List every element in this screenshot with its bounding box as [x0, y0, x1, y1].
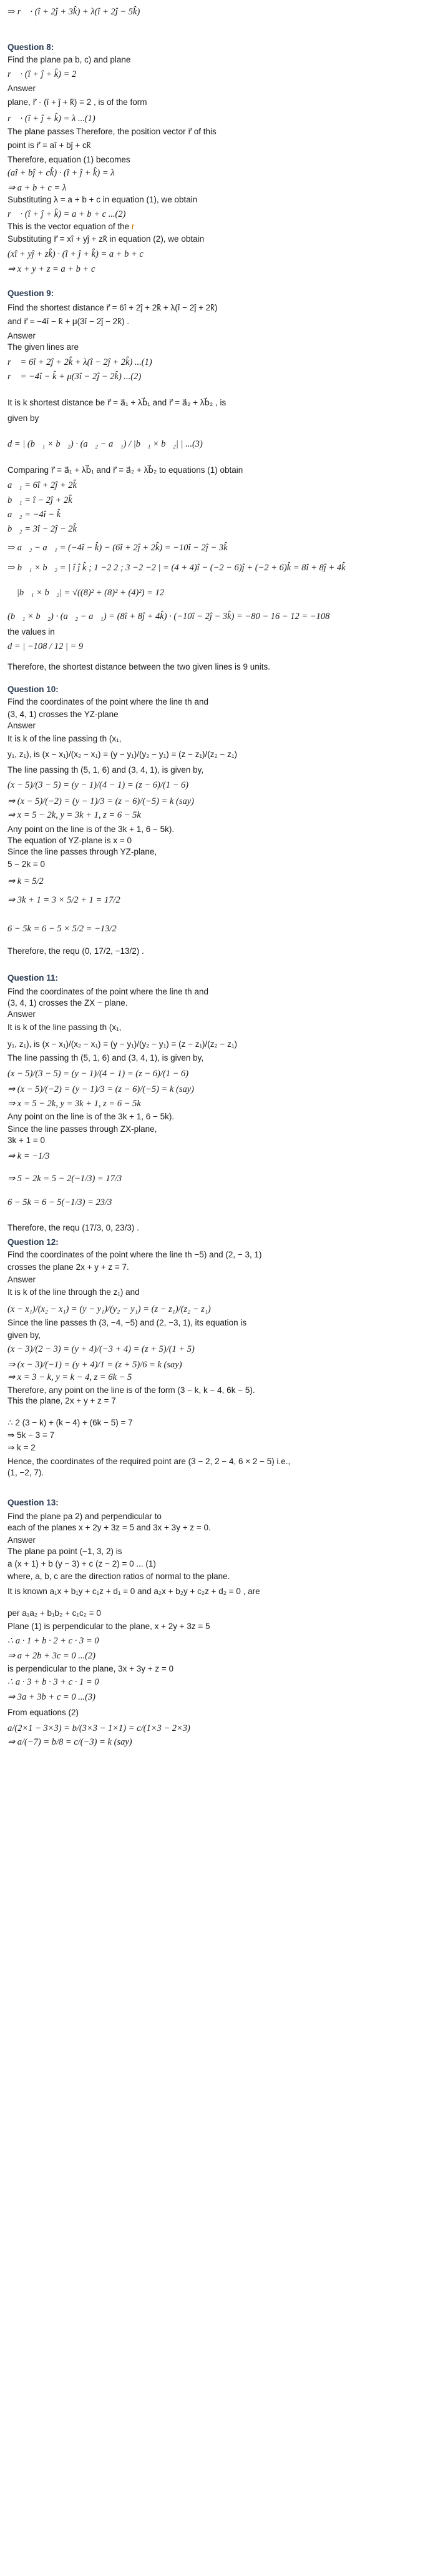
line-text: Answer — [7, 331, 36, 340]
line-text: ⇒ k = 2 — [7, 1443, 36, 1452]
line-text: where, a, b, c are the direction ratios of normal to the plane. — [7, 1572, 230, 1581]
line-text: ⇒ a/(−7) = b/8 = c/(−3) = k (say) — [7, 1737, 132, 1747]
line-text: Answer — [7, 1009, 36, 1019]
line-text: Find the coordinates of the point where the line th and — [7, 697, 208, 706]
math-line — [0, 1151, 448, 1162]
text-line — [0, 1535, 448, 1546]
text-line — [0, 1250, 448, 1261]
text-line — [0, 987, 448, 998]
line-text: (aî + bĵ + ck̂) · (î + ĵ + k̂) = λ — [7, 168, 115, 178]
line-text: It is k of the line passing th (x₁, — [7, 1023, 122, 1032]
math-line — [0, 1677, 448, 1688]
math-line — [0, 209, 448, 220]
line-text: r⃗ · (î + ĵ + k̂) = λ ...(1) — [7, 114, 95, 124]
line-text: Question 9: — [7, 289, 54, 298]
line-text: ⇒ a + 2b + 3c = 0 ...(2) — [7, 1651, 95, 1661]
math-line — [0, 796, 448, 807]
line-text: Find the coordinates of the point where the line th and — [7, 987, 208, 996]
question-heading — [0, 973, 448, 984]
line-text: Therefore, any point on the line is of the form (3 − k, k − 4, 6k − 5). — [7, 1385, 255, 1395]
line-text: Therefore, the requ (17/3, 0, 23/3) . — [7, 1223, 139, 1232]
text-line — [0, 342, 448, 353]
line-text: a (x + 1) + b (y − 3) + c (z − 2) = 0 ... (1) — [7, 1559, 156, 1568]
line-text: ⇒ x = 5 − 2k, y = 3k + 1, z = 6 − 5k — [7, 1099, 141, 1109]
text-line — [0, 141, 448, 151]
line-text: Find the plane pa 2) and perpendicular to — [7, 1512, 162, 1521]
math-line — [0, 480, 448, 491]
math-line — [0, 1344, 448, 1355]
text-line — [0, 331, 448, 342]
line-text: ⇒ x + y + z = a + b + c — [7, 264, 95, 274]
line-text: The equation of YZ-plane is x = 0 — [7, 836, 132, 845]
line-text: The plane passes Therefore, the position vector r⃗ of this — [7, 127, 217, 136]
question-heading — [0, 289, 448, 299]
line-text: (x − 3)/(2 − 3) = (y + 4)/(−3 + 4) = (z + 5)/(1 + 5) — [7, 1344, 195, 1354]
line-text: ⇒ 3k + 1 = 3 × 5/2 + 1 = 17/2 — [7, 895, 120, 905]
line-text: Any point on the line is of the 3k + 1, 6 − 5k). — [7, 825, 175, 834]
line-text: ⇒ x = 3 − k, y = k − 4, z = 6k − 5 — [7, 1372, 132, 1382]
math-line — [0, 438, 448, 450]
line-text: It is known a₁x + b₁y + c₁z + d₁ = 0 and a₂x + b₂y + c₂z + d₂ = 0 , are — [7, 1587, 260, 1596]
line-text: 3k + 1 = 0 — [7, 1136, 46, 1145]
text-line — [0, 946, 448, 957]
text-line — [0, 1430, 448, 1441]
line-text: This the plane, 2x + y + z = 7 — [7, 1396, 116, 1405]
line-text: Answer — [7, 1535, 36, 1545]
line-text: a⃗₁ = 6î + 2ĵ + 2k̂ — [7, 480, 77, 490]
line-text: Question 8: — [7, 42, 54, 52]
line-text: Question 12: — [7, 1237, 59, 1247]
text-line — [0, 1039, 448, 1050]
math-line — [0, 249, 448, 260]
text-line — [0, 836, 448, 846]
text-line — [0, 1287, 448, 1298]
text-line — [0, 1262, 448, 1273]
math-line — [0, 611, 448, 622]
line-text: given by, — [7, 1330, 41, 1340]
line-text: per a₁a₂ + b₁b₂ + c₁c₂ = 0 — [7, 1608, 101, 1618]
text-line — [0, 1547, 448, 1557]
text-line — [0, 1396, 448, 1407]
text-line — [0, 662, 448, 673]
line-text: (xî + yĵ + zk̂) · (î + ĵ + k̂) = a + b + c — [7, 249, 144, 259]
line-text: Comparing r⃗ = a⃗₁ + λb⃗₁ and r⃗ = a⃗₂ + λb⃗₂ to equations (1) obtain — [7, 465, 243, 475]
math-line — [0, 1650, 448, 1662]
text-line — [0, 1318, 448, 1329]
line-text: ⇒ a + b + c = λ — [7, 183, 67, 193]
line-text: It is k of the line through the z₁) and — [7, 1287, 140, 1297]
text-line — [0, 465, 448, 476]
line-text: Question 10: — [7, 685, 59, 694]
text-line — [0, 1053, 448, 1064]
text-line — [0, 414, 448, 424]
text-line — [0, 859, 448, 870]
line-text: ⇒ 5 − 2k = 5 − 2(−1/3) = 17/3 — [7, 1174, 122, 1184]
line-text: the values in — [7, 627, 55, 637]
text-line — [0, 234, 448, 245]
line-text: Question 11: — [7, 973, 59, 983]
text-line — [0, 195, 448, 206]
math-line — [0, 1173, 448, 1184]
line-text: y₁, z₁), is (x − x₁)/(x₂ − x₁) = (y − y₁)/(y₂ − y₁) = (z − z₁)/(z₂ − z₁) — [7, 1039, 237, 1049]
text-line — [0, 1608, 448, 1619]
line-text: given by — [7, 414, 39, 423]
line-text: r⃗ · (î + ĵ + k̂) = a + b + c ...(2) — [7, 209, 126, 219]
text-line — [0, 1708, 448, 1718]
math-line — [0, 1304, 448, 1315]
line-text: Answer — [7, 84, 36, 93]
line-text: This is the vector equation of the — [7, 222, 132, 231]
math-line — [0, 1068, 448, 1079]
line-text: ⇒ (x − 5)/(−2) = (y − 1)/3 = (z − 6)/(−5) = k (say) — [7, 796, 194, 806]
line-text: ∴ |b⃗₁ × b⃗₂| = √((8)² + (8)² + (4)²) = 12 — [7, 588, 165, 598]
text-line — [0, 1223, 448, 1234]
line-text: each of the planes x + 2y + 3z = 5 and 3x + 3y + z = 0. — [7, 1523, 211, 1532]
line-text: ⇒ (x − 5)/(−2) = (y − 1)/3 = (z − 6)/(−5) = k (say) — [7, 1084, 194, 1094]
line-text: (1, −2, 7). — [7, 1468, 44, 1477]
line-text: ∴ a · 3 + b · 3 + c · 1 = 0 — [7, 1677, 99, 1687]
math-line — [0, 1635, 448, 1647]
line-text: r⃗ · (î + ĵ + k̂) = 2 — [7, 69, 77, 79]
line-text: 5 − 2k = 0 — [7, 859, 46, 869]
line-text: (x − x₁)/(x₂ − x₁) = (y − y₁)/(y₂ − y₁) = (z − z₁)/(z₂ − z₁) — [7, 1304, 211, 1314]
line-text: Any point on the line is of the 3k + 1, 6 − 5k). — [7, 1112, 175, 1121]
math-line — [0, 542, 448, 553]
math-line — [0, 923, 448, 934]
text-line — [0, 627, 448, 638]
text-line — [0, 1457, 448, 1467]
text-line — [0, 750, 448, 760]
text-line — [0, 1136, 448, 1146]
line-text: ⇒ a⃗₂ − a⃗₁ = (−4î − k̂) − (6î + 2ĵ + 2k̂) = −10î − 2ĵ − 3k̂ — [7, 543, 228, 553]
line-text: r⃗ = −4î − k̂ + μ(3î − 2ĵ − 2k̂) ...(2) — [7, 372, 142, 382]
line-text: ⇒ k = −1/3 — [7, 1151, 50, 1161]
math-line — [0, 1197, 448, 1208]
text-line — [0, 1443, 448, 1454]
text-line — [0, 1664, 448, 1675]
line-text: Therefore, the requ (0, 17/2, −13/2) . — [7, 946, 144, 956]
highlight-fragment: r — [131, 222, 135, 231]
text-line — [0, 1009, 448, 1020]
line-text: Hence, the coordinates of the required point are (3 − 2, 2 − 4, 6 × 2 − 5) i.e., — [7, 1457, 291, 1466]
line-text: ⇒ k = 5/2 — [7, 876, 44, 886]
text-line — [0, 127, 448, 137]
line-text: y₁, z₁), is (x − x₁)/(x₂ − x₁) = (y − y₁)/(y₂ − y₁) = (z − z₁)/(z₂ − z₁) — [7, 750, 237, 759]
line-text: (3, 4, 1) crosses the YZ-plane — [7, 710, 119, 719]
text-line — [0, 1124, 448, 1135]
text-line — [0, 84, 448, 94]
line-text: and r⃗ = −4î − k̂ + μ(3î − 2ĵ − 2k̂) . — [7, 317, 129, 326]
math-line — [0, 876, 448, 887]
text-line — [0, 1023, 448, 1033]
text-line — [0, 55, 448, 66]
text-line — [0, 998, 448, 1009]
line-text: (3, 4, 1) crosses the ZX − plane. — [7, 998, 128, 1008]
math-line — [0, 167, 448, 179]
line-text: Therefore, the shortest distance between the two given lines is 9 units. — [7, 662, 270, 671]
text-line — [0, 1559, 448, 1570]
math-line — [0, 495, 448, 506]
line-text: The given lines are — [7, 342, 79, 352]
math-line — [0, 509, 448, 520]
math-line — [0, 587, 448, 598]
math-line — [0, 113, 448, 124]
line-text: (x − 5)/(3 − 5) = (y − 1)/(4 − 1) = (z − 6)/(1 − 6) — [7, 780, 189, 790]
question-heading — [0, 685, 448, 695]
line-text: ∴ 2 (3 − k) + (k − 4) + (6k − 5) = 7 — [7, 1418, 133, 1427]
text-line — [0, 847, 448, 858]
line-text: b⃗₂ = 3î − 2ĵ − 2k̂ — [7, 524, 77, 534]
math-line — [0, 1372, 448, 1383]
math-line — [0, 641, 448, 652]
text-line — [0, 1587, 448, 1597]
line-text: crosses the plane 2x + y + z = 7. — [7, 1262, 129, 1272]
line-text: ⇒ b⃗₁ × b⃗₂ = | î ĵ k̂ ; 1 −2 2 ; 3 −2 −2 | = (4 + 4)î − (−2 − 6)ĵ + (−2 + 6)k̂ = 8î + 8ĵ + 4k̂ — [7, 563, 346, 573]
line-text: Answer — [7, 1275, 36, 1284]
line-text: 6 − 5k = 6 − 5 × 5/2 = −13/2 — [7, 924, 117, 934]
line-text: The plane pa point (−1, 3, 2) is — [7, 1547, 122, 1556]
line-text: Substituting r⃗ = xî + yĵ + zk̂ in equation (2), we obtain — [7, 234, 205, 244]
line-text: Since the line passes th (3, −4, −5) and (2, −3, 1), its equation is — [7, 1318, 247, 1327]
math-line — [0, 894, 448, 906]
line-text: ⇒ 3a + 3b + c = 0 ...(3) — [7, 1692, 95, 1702]
line-text: The line passing th (5, 1, 6) and (3, 4, 1), is given by, — [7, 765, 204, 775]
text-line — [0, 303, 448, 314]
text-line — [0, 222, 448, 232]
line-text: Find the shortest distance r⃗ = 6î + 2ĵ + 2k̂ + λ(î − 2ĵ + 2k̂) — [7, 303, 218, 312]
math-line — [0, 1359, 448, 1370]
text-line — [0, 1330, 448, 1341]
line-text: Question 13: — [7, 1498, 59, 1507]
line-text: ⇒ x = 5 − 2k, y = 3k + 1, z = 6 − 5k — [7, 810, 141, 820]
line-text: ⇒ r⃗ · (î + 2ĵ + 3k̂) + λ(î + 2ĵ − 5k̂) — [7, 7, 140, 17]
math-line — [0, 1736, 448, 1748]
line-text: Find the plane pa b, c) and plane — [7, 55, 131, 64]
math-line — [0, 371, 448, 382]
line-text: Therefore, equation (1) becomes — [7, 155, 130, 164]
text-line — [0, 734, 448, 745]
text-line — [0, 825, 448, 835]
line-text: a/(2×1 − 3×3) = b/(3×3 − 1×1) = c/(1×3 − 2×3) — [7, 1723, 190, 1733]
math-line — [0, 562, 448, 573]
math-line — [0, 1692, 448, 1703]
text-line — [0, 1512, 448, 1522]
line-text: ⇒ 5k − 3 = 7 — [7, 1430, 55, 1440]
line-text: Find the coordinates of the point where the line th −5) and (2, − 3, 1) — [7, 1250, 262, 1259]
text-line — [0, 317, 448, 327]
line-text: ⇒ (x − 3)/(−1) = (y + 4)/1 = (z + 5)/6 = k (say) — [7, 1360, 182, 1370]
text-line — [0, 155, 448, 166]
text-line — [0, 721, 448, 731]
question-heading — [0, 1498, 448, 1508]
math-line — [0, 69, 448, 80]
line-text: The line passing th (5, 1, 6) and (3, 4, 1), is given by, — [7, 1053, 204, 1063]
math-line — [0, 1084, 448, 1095]
text-line — [0, 1418, 448, 1429]
text-line — [0, 1112, 448, 1122]
text-line — [0, 765, 448, 776]
math-line — [0, 182, 448, 194]
line-text: (x − 5)/(3 − 5) = (y − 1)/(4 − 1) = (z − 6)/(1 − 6) — [7, 1069, 189, 1079]
line-text: is perpendicular to the plane, 3x + 3y + z = 0 — [7, 1664, 174, 1673]
math-line — [0, 264, 448, 275]
line-text: From equations (2) — [7, 1708, 79, 1717]
math-line — [0, 780, 448, 791]
line-text: It is k of the line passing th (x₁, — [7, 734, 122, 743]
line-text: d = | −108 / 12 | = 9 — [7, 642, 84, 651]
text-line — [0, 710, 448, 720]
text-line — [0, 398, 448, 409]
question-heading — [0, 42, 448, 53]
math-line — [0, 6, 448, 17]
line-text: 6 − 5k = 6 − 5(−1/3) = 23/3 — [7, 1197, 112, 1207]
math-line — [0, 810, 448, 821]
math-line — [0, 357, 448, 368]
text-line — [0, 697, 448, 708]
line-text: Plane (1) is perpendicular to the plane, x + 2y + 3z = 5 — [7, 1622, 210, 1631]
line-text: It is k shortest distance be r⃗ = a⃗₁ + λb⃗₁ and r⃗ = a⃗₂ + λb⃗₂ , is — [7, 398, 226, 407]
line-text: plane, r⃗ · (î + ĵ + k̂) = 2 , is of the form — [7, 97, 147, 107]
line-text: Since the line passes through ZX-plane, — [7, 1124, 157, 1134]
line-text: b⃗₁ = î − 2ĵ + 2k̂ — [7, 495, 72, 505]
math-line — [0, 1723, 448, 1734]
text-line — [0, 1622, 448, 1632]
text-line — [0, 97, 448, 108]
line-text: a⃗₂ = −4î − k̂ — [7, 510, 61, 520]
text-line — [0, 1572, 448, 1582]
math-line — [0, 523, 448, 535]
text-line — [0, 1468, 448, 1479]
text-line — [0, 1523, 448, 1533]
math-line — [0, 1098, 448, 1109]
line-text: r⃗ = 6î + 2ĵ + 2k̂ + λ(î − 2ĵ + 2k̂) ...(1) — [7, 357, 152, 367]
line-text: (b⃗₁ × b⃗₂) · (a⃗₂ − a⃗₁) = (8î + 8ĵ + 4k̂) · (−10î − 2ĵ − 3k̂) = −80 − 16 − 12 = −108 — [7, 612, 330, 622]
line-text: Substituting λ = a + b + c in equation (1), we obtain — [7, 195, 198, 204]
line-text: point is r⃗ = aî + bĵ + ck̂ — [7, 141, 91, 150]
text-line — [0, 1385, 448, 1396]
question-heading — [0, 1237, 448, 1248]
line-text: ∴ a · 1 + b · 2 + c · 3 = 0 — [7, 1636, 99, 1646]
line-text: Answer — [7, 721, 36, 730]
text-line — [0, 1275, 448, 1286]
line-text: d = | (b⃗₁ × b⃗₂) · (a⃗₂ − a⃗₁) / |b⃗₁ × b⃗₂| | ...(3) — [7, 439, 203, 449]
line-text: Since the line passes through YZ-plane, — [7, 847, 157, 856]
